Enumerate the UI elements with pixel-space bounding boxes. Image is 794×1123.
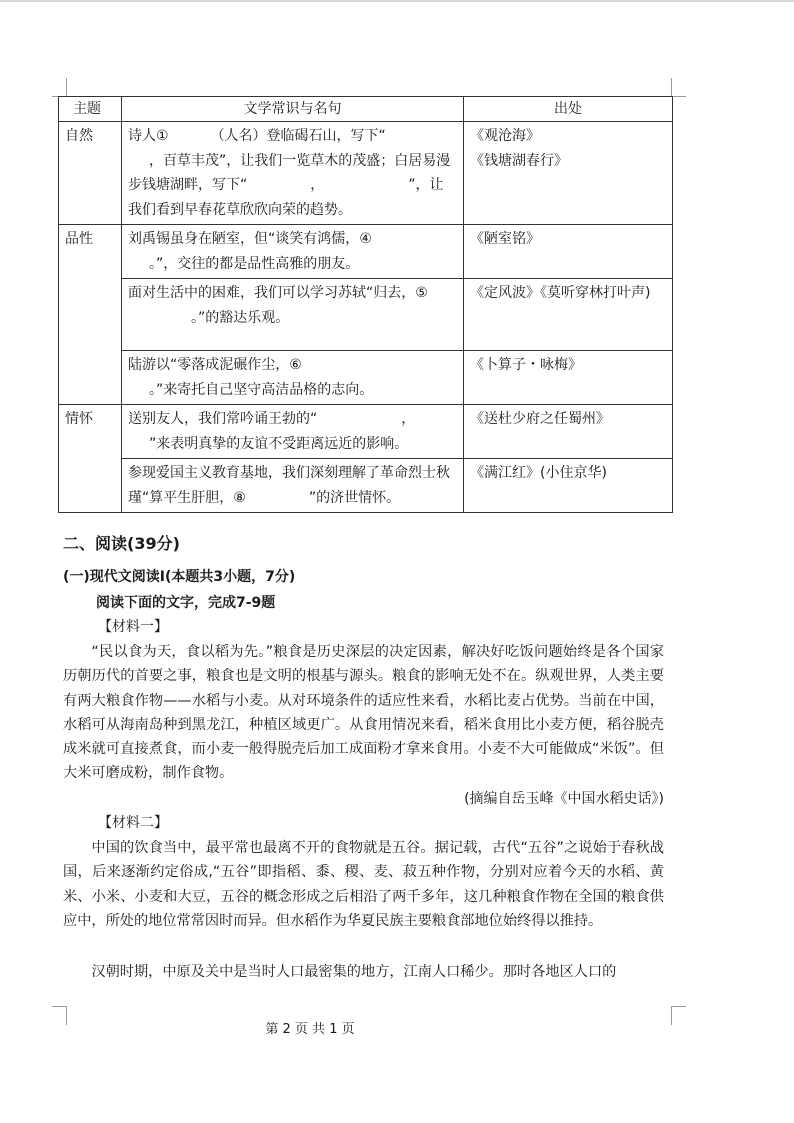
table-row <box>59 351 673 405</box>
margin-corner-mark <box>52 78 67 97</box>
source-cell: 《观沧海》 《钱塘湖春行》 <box>464 122 673 225</box>
header-source: 出处 <box>464 97 673 122</box>
material-one-source: (摘编自岳玉峰《中国水稻史话》) <box>464 791 664 807</box>
material-two-text: 中国的饮食当中，最平常也最离不开的食物就是五谷。据记载，古代“五谷”之说始于春秋战国，后来逐渐约定俗成,“五谷”即指稻、黍、稷、麦、菽五种作物，分别对应着今天的水稻、黄米、小米、小麦和大豆，五谷的概念形成之后相沿了两千多年，这几种粮食作物在全国的粮食供应中，所处的地位常常因时而异。但水稻作为华夏民族主要粮食部地位始终得以推持。 <box>63 840 664 929</box>
material-one-label: 【材料一】 <box>98 619 168 635</box>
theme-cell: 品性 <box>59 225 122 405</box>
table-row <box>59 225 673 279</box>
source-cell: 《满江红》(小住京华) <box>464 459 673 513</box>
section-title: 二、阅读(39分) <box>63 534 180 553</box>
material-two-label: 【材料二】 <box>98 815 168 831</box>
content-cell: 送别友人，我们常吟诵王勃的“ ， ”来表明真挚的友谊不受距离远近的影响。 <box>122 405 464 459</box>
source-cell: 《陋室铭》 <box>464 225 673 279</box>
source-cell: 《卜算子・咏梅》 <box>464 351 673 405</box>
table-row <box>59 405 673 459</box>
source-cell: 《定风波》《莫听穿林打叶声) <box>464 279 673 351</box>
content-cell: 面对生活中的困难，我们可以学习苏轼“归去，⑤。”的豁达乐观。 <box>122 279 464 351</box>
margin-corner-mark <box>671 1006 686 1025</box>
theme-cell: 情怀 <box>59 405 122 513</box>
header-theme: 主题 <box>59 97 122 122</box>
section-subtitle: (一)现代文阅读Ⅰ(本题共3小题，7分) <box>63 569 296 585</box>
literature-table <box>58 96 673 513</box>
table-row <box>59 122 673 225</box>
theme-cell: 自然 <box>59 122 122 225</box>
table-header-row <box>59 97 673 122</box>
content-cell: 诗人① （人名）登临碣石山，写下“ ，百草丰茂”，让我们一览草木的茂盛；白居易漫步钱塘湖畔，写下“ ， ”，让我们看到早春花草欣欣向荣的趋势。 <box>122 122 464 225</box>
top-divider <box>0 0 794 2</box>
margin-corner-mark <box>671 78 686 97</box>
table-row <box>59 279 673 351</box>
material-two-text-continued: 汉朝时期，中原及关中是当时人口最密集的地方，江南人口稀少。那时各地区人口的 <box>91 964 617 980</box>
source-cell: 《送杜少府之任蜀州》 <box>464 405 673 459</box>
table-row <box>59 459 673 513</box>
content-cell: 陆游以“零落成泥碾作尘，⑥ 。”来寄托自己坚守高洁品格的志向。 <box>122 351 464 405</box>
material-one-text: “民以食为天，食以稻为先。”粮食是历史深层的决定因素，解决好吃饭问题始终是各个国家历朝历代的首要之事，粮食也是文明的根基与源头。粮食的影响无处不在。纵观世界，人类主要有两大粮食作物——水稻与小麦。从对环境条件的适应性来看，水稻比麦占优势。当前在中国，水稻可从海南岛种到黑龙江，种植区域更广。从食用情况来看，稻米食用比小麦方便，稻谷脱壳成米就可直接煮食，而小麦一般得脱壳后加工成面粉才拿来食用。小麦不大可能做成“米饭”。但大米可磨成粉，制作食物。 <box>63 644 664 782</box>
header-content: 文学常识与名句 <box>122 97 464 122</box>
content-cell: 参现爱国主义教育基地，我们深刻理解了革命烈士秋瑾“算平生肝胆，⑧ ”的济世情怀。 <box>122 459 464 513</box>
page-footer: 第 2 页 共 1 页 <box>265 1022 355 1037</box>
task-instruction: 阅读下面的文字，完成7-9题 <box>96 595 276 611</box>
content-cell: 刘禹锡虽身在陋室，但“谈笑有鸿儒，④ 。”，交往的都是品性高雅的朋友。 <box>122 225 464 279</box>
